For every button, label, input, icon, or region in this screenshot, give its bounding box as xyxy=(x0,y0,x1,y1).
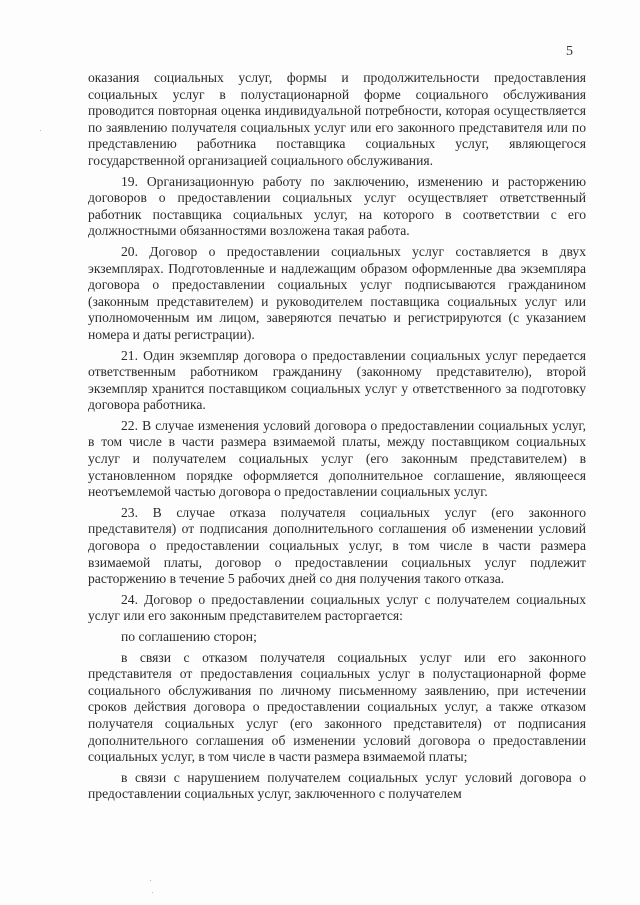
scan-speck xyxy=(150,880,151,881)
scan-speck xyxy=(40,130,41,131)
paragraph-20: 20. Договор о предоставлении социальных услуг составляется в двух экземплярах. Подготовленные и надлежащим образом оформленные два экземпляра договора о предоставлении социальных услуг подписываются гражданином (законным представителем) и руководителем поставщика социальных услуг или уполномоченным им лицом, заверяются печатью и регистрируются (с указанием номера и даты регистрации). xyxy=(88,243,586,342)
paragraph-24: 24. Договор о предоставлении социальных услуг с получателем социальных услуг или его законным представителем расторгается: xyxy=(88,591,586,624)
paragraph-21: 21. Один экземпляр договора о предоставлении социальных услуг передается ответственным работником гражданину (законному представителю), второй экземпляр хранится поставщиком социальных услуг у ответственного за подготовку договора работника. xyxy=(88,347,586,413)
page-number: 5 xyxy=(566,44,573,59)
list-item-refusal: в связи с отказом получателя социальных услуг или его законного представителя от предоставления социальных услуг в полустационарной форме социального обслуживания по личному письменному заявлению, при истечении сроков действия договора о предоставлении социальных услуг, а также отказом получателя социальных услуг (его законного представителя) от подписания дополнительного соглашения об изменении условий договора о предоставлении социальных услуг, в том числе в части размера взимаемой платы; xyxy=(88,649,586,765)
list-item-violation: в связи с нарушением получателем социальных услуг условий договора о предоставлении социальных услуг, заключенного с получателем xyxy=(88,769,586,802)
scan-speck xyxy=(152,892,153,893)
paragraph-19: 19. Организационную работу по заключению, изменению и расторжению договоров о предоставлении социальных услуг осуществляет ответственный работник поставщика социальных услуг, на которого в соответствии с его должностными обязанностями возложена такая работа. xyxy=(88,173,586,239)
paragraph-22: 22. В случае изменения условий договора о предоставлении социальных услуг, в том числе в части размера взимаемой платы, между поставщиком социальных услуг и получателем социальных услуг (его законным представителем) в установленном порядке оформляется дополнительное соглашение, являющееся неотъемлемой частью договора о предоставлении социальных услуг. xyxy=(88,417,586,500)
document-body xyxy=(88,70,586,807)
paragraph-continuation: оказания социальных услуг, формы и продолжительности предоставления социальных услуг в полустационарной форме социального обслуживания проводится повторная оценка индивидуальной потребности, которая осуществляется по заявлению получателя социальных услуг или его законного представителя или по представлению работника поставщика социальных услуг, являющегося государственной организацией социального обслуживания. xyxy=(88,70,586,168)
paragraph-23: 23. В случае отказа получателя социальных услуг (его законного представителя) от подписания дополнительного соглашения об изменении условий договора о предоставлении социальных услуг, в том числе в части размера взимаемой платы, договор о предоставлении социальных услуг подлежит расторжению в течение 5 рабочих дней со дня получения такого отказа. xyxy=(88,504,586,587)
list-item-mutual-agreement: по соглашению сторон; xyxy=(121,629,257,644)
